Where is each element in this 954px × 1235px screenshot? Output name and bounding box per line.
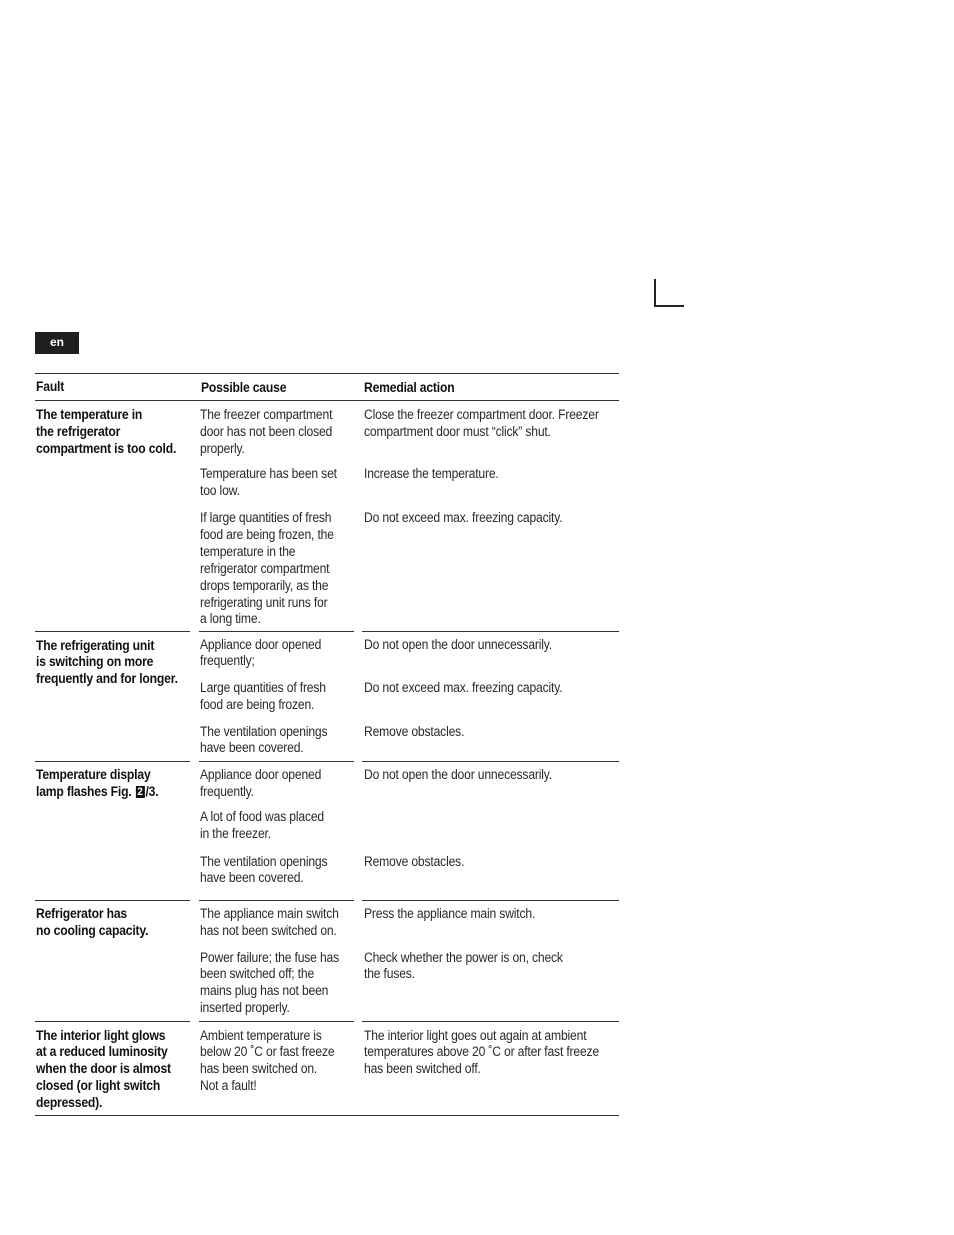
fault-text: when the door is almost <box>36 1061 171 1076</box>
fault-text: Temperature display <box>36 767 151 782</box>
cause-col-rule <box>199 1021 354 1022</box>
cause-text: been switched off; the <box>200 966 315 981</box>
fault-text <box>36 783 158 800</box>
fault-text: Refrigerator has <box>36 906 127 921</box>
cause-text: door has not been closed <box>200 424 333 439</box>
cause-text: A lot of food was placed <box>200 809 325 824</box>
remedy-text: Do not open the door unnecessarily. <box>364 637 553 652</box>
figure-number-badge: 2 <box>137 786 143 798</box>
cause-text: a long time. <box>200 611 261 626</box>
remedy-text: Press the appliance main switch. <box>364 906 536 921</box>
cause-text: have been covered. <box>200 870 304 885</box>
remedy-text: The interior light goes out again at ambient <box>364 1028 587 1043</box>
fault-text: compartment is too cold. <box>36 441 177 456</box>
table-header-rule <box>35 400 619 401</box>
remedy-col-rule <box>362 900 619 901</box>
fault-col-rule <box>35 631 190 632</box>
fault-text: depressed). <box>36 1095 103 1110</box>
remedy-col-rule <box>362 631 619 632</box>
fault-text: frequently and for longer. <box>36 671 178 686</box>
fault-text: the refrigerator <box>36 424 121 439</box>
cause-text: Temperature has been set <box>200 466 337 481</box>
fault-text: The interior light glows <box>36 1028 166 1043</box>
fault-text: at a reduced luminosity <box>36 1044 168 1059</box>
cause-text: has been switched on. <box>200 1061 318 1076</box>
remedy-text: Check whether the power is on, check <box>364 950 563 965</box>
cause-text: Appliance door opened <box>200 637 322 652</box>
fault-col-rule <box>35 1021 190 1022</box>
cause-text: has not been switched on. <box>200 923 337 938</box>
remedy-text: Close the freezer compartment door. Freezer <box>364 407 599 422</box>
cause-text: Large quantities of fresh <box>200 680 326 695</box>
fault-col-rule <box>35 761 190 762</box>
remedy-text: Increase the temperature. <box>364 466 499 481</box>
fault-text: no cooling capacity. <box>36 923 149 938</box>
cause-text: in the freezer. <box>200 826 271 841</box>
remedy-text: has been switched off. <box>364 1061 481 1076</box>
cause-text: food are being frozen, the <box>200 527 334 542</box>
cause-text: refrigerator compartment <box>200 561 330 576</box>
cause-text: The ventilation openings <box>200 724 328 739</box>
cause-text: mains plug has not been <box>200 983 329 998</box>
fault-col-rule <box>35 900 190 901</box>
remedy-text: compartment door must “click” shut. <box>364 424 551 439</box>
cause-text: drops temporarily, as the <box>200 578 329 593</box>
cause-col-rule <box>199 631 354 632</box>
header-cause: Possible cause <box>201 380 287 395</box>
fault-text: is switching on more <box>36 654 154 669</box>
cause-text: inserted properly. <box>200 1000 290 1015</box>
remedy-text: Do not exceed max. freezing capacity. <box>364 680 563 695</box>
cause-text: The ventilation openings <box>200 854 328 869</box>
remedy-text: Do not open the door unnecessarily. <box>364 767 553 782</box>
remedy-text: the fuses. <box>364 966 415 981</box>
remedy-col-rule <box>362 761 619 762</box>
cause-text: properly. <box>200 441 245 456</box>
cause-text: The freezer compartment <box>200 407 333 422</box>
fault-text-part: lamp flashes Fig. <box>36 784 135 799</box>
language-tab: en <box>35 332 79 354</box>
crop-mark <box>654 279 656 306</box>
cause-text: Ambient temperature is <box>200 1028 322 1043</box>
fault-text: closed (or light switch <box>36 1078 161 1093</box>
cause-text: Not a fault! <box>200 1078 257 1093</box>
remedy-text: Do not exceed max. freezing capacity. <box>364 510 563 525</box>
cause-text: temperature in the <box>200 544 296 559</box>
cause-text: too low. <box>200 483 240 498</box>
cause-text: food are being frozen. <box>200 697 315 712</box>
cause-text: frequently. <box>200 784 254 799</box>
cause-text: below 20 ˚C or fast freeze <box>200 1044 335 1059</box>
remedy-col-rule <box>362 1021 619 1022</box>
fault-text: The temperature in <box>36 407 143 422</box>
cause-text: Power failure; the fuse has <box>200 950 340 965</box>
cause-col-rule <box>199 761 354 762</box>
cause-text: The appliance main switch <box>200 906 339 921</box>
cause-text: If large quantities of fresh <box>200 510 332 525</box>
cause-text: refrigerating unit runs for <box>200 595 328 610</box>
header-remedy: Remedial action <box>364 380 455 395</box>
table-top-rule <box>35 373 619 374</box>
header-fault: Fault <box>36 379 65 394</box>
crop-mark <box>654 305 684 307</box>
fault-text: The refrigerating unit <box>36 638 155 653</box>
cause-text: frequently; <box>200 653 255 668</box>
remedy-text: temperatures above 20 ˚C or after fast freeze <box>364 1044 600 1059</box>
cause-text: have been covered. <box>200 740 304 755</box>
fault-text-part: /3. <box>145 784 159 799</box>
remedy-text: Remove obstacles. <box>364 724 465 739</box>
cause-col-rule <box>199 900 354 901</box>
remedy-text: Remove obstacles. <box>364 854 465 869</box>
cause-text: Appliance door opened <box>200 767 322 782</box>
table-bottom-rule <box>35 1115 619 1116</box>
